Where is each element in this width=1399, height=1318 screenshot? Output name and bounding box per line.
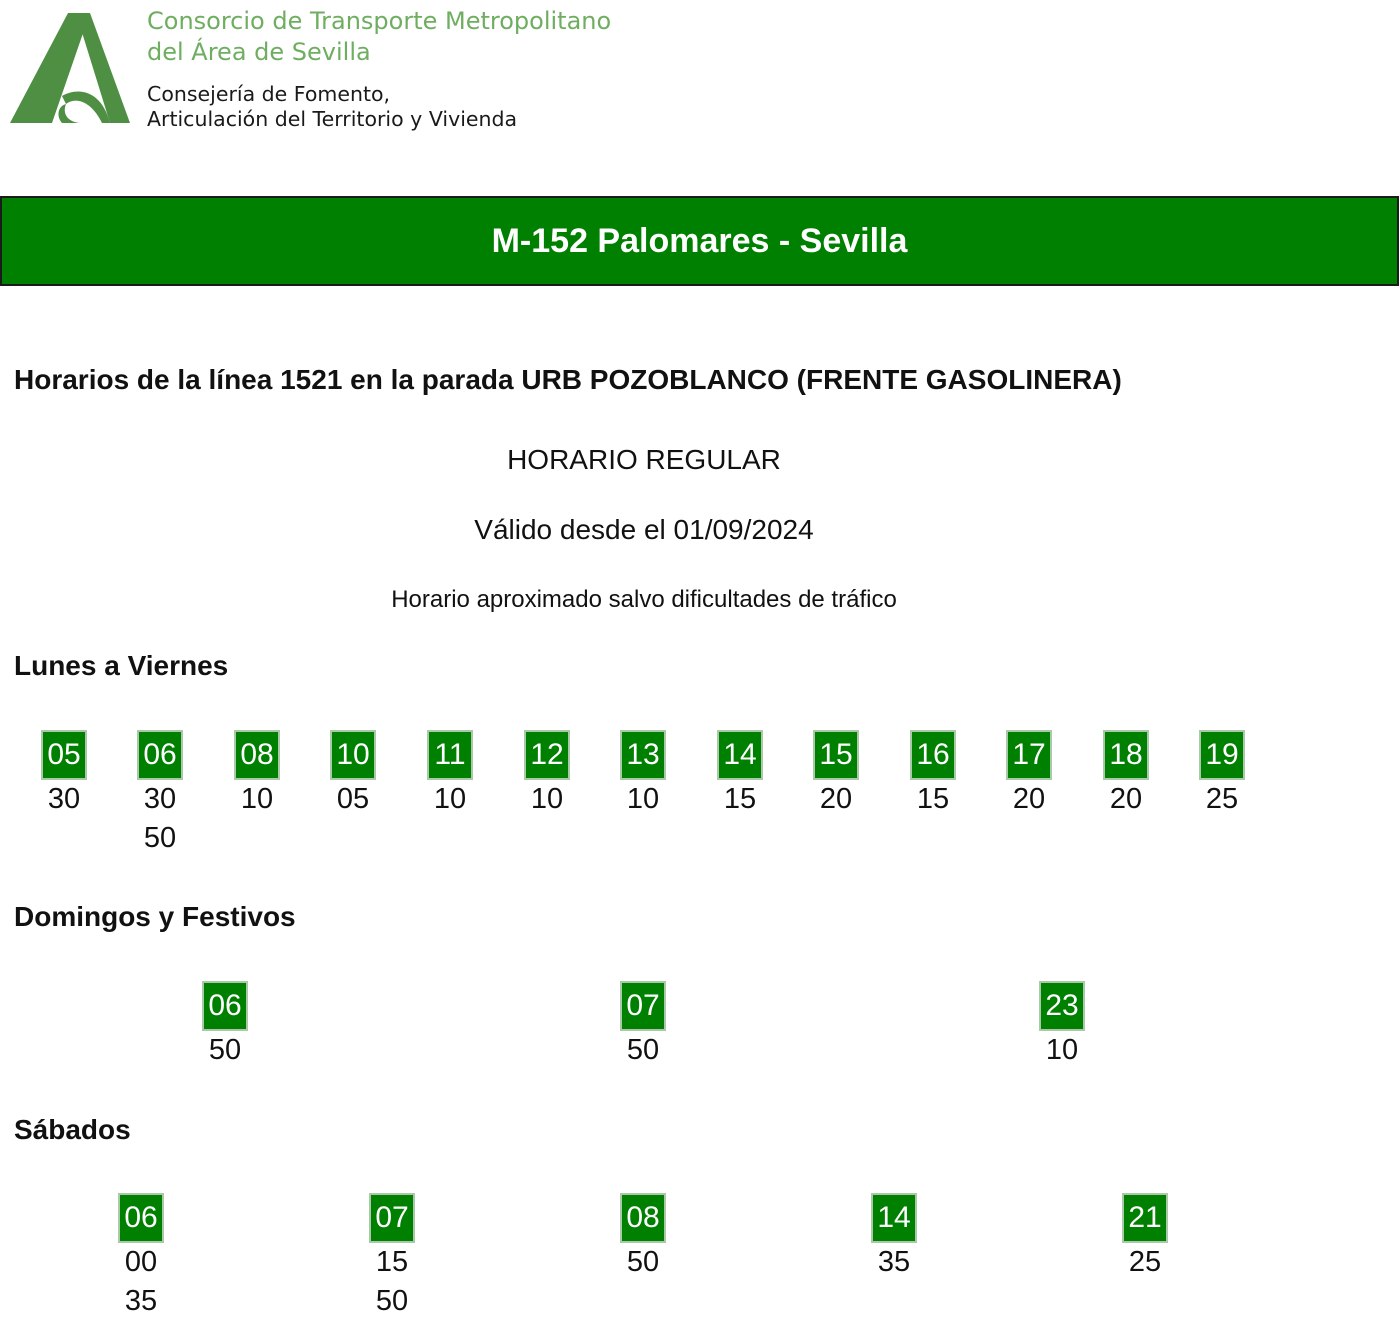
departure-minute: 30: [143, 783, 177, 815]
hour-badge: 21: [1122, 1193, 1168, 1243]
hour-badge: 06: [118, 1193, 164, 1243]
hour-badge: 19: [1199, 730, 1245, 780]
section-title-weekdays: Lunes a Viernes: [14, 650, 229, 681]
departure-minute: 50: [375, 1285, 409, 1317]
hour-column: [620, 981, 666, 1070]
departure-minute: 20: [1109, 783, 1143, 815]
hour-badge: 07: [369, 1193, 415, 1243]
stop-schedule-heading: Horarios de la línea 1521 en la parada URB POZOBLANCO (FRENTE GASOLINERA): [14, 364, 1122, 395]
department-line-1: Consejería de Fomento,: [147, 82, 391, 106]
hour-badge: 14: [717, 730, 763, 780]
hour-column: [871, 1193, 917, 1282]
departure-minute: 50: [143, 822, 177, 854]
valid-from-date: Válido desde el 01/09/2024: [474, 514, 814, 545]
departure-minute: 10: [240, 783, 274, 815]
junta-andalucia-logo-icon: [10, 10, 132, 128]
hour-badge: 12: [524, 730, 570, 780]
org-name-line-1: Consorcio de Transporte Metropolitano: [147, 7, 612, 35]
departure-minute: 15: [916, 783, 950, 815]
departure-minute: 20: [1012, 783, 1046, 815]
departure-minute: 15: [723, 783, 757, 815]
hour-column: [910, 730, 956, 819]
hour-column: [1199, 730, 1245, 819]
hour-column: [620, 730, 666, 819]
hour-badge: 05: [41, 730, 87, 780]
org-name-line-2: del Área de Sevilla: [147, 38, 371, 66]
hour-column: [717, 730, 763, 819]
hour-badge: 08: [620, 1193, 666, 1243]
hour-column: [1103, 730, 1149, 819]
departure-minute: 05: [336, 783, 370, 815]
section-title-sundays-holidays: Domingos y Festivos: [14, 901, 296, 932]
departure-minute: 50: [208, 1034, 242, 1066]
hour-column: [620, 1193, 666, 1282]
hour-badge: 08: [234, 730, 280, 780]
hour-column: [1006, 730, 1052, 819]
hour-column: [369, 1193, 415, 1318]
hour-column: [330, 730, 376, 819]
line-title: M-152 Palomares - Sevilla: [491, 221, 908, 260]
hour-badge: 06: [137, 730, 183, 780]
hour-badge: 17: [1006, 730, 1052, 780]
line-banner: [0, 196, 1399, 286]
hour-badge: 14: [871, 1193, 917, 1243]
hour-badge: 15: [813, 730, 859, 780]
departure-minute: 30: [47, 783, 81, 815]
departure-minute: 00: [124, 1246, 158, 1278]
hour-column: [524, 730, 570, 819]
departure-minute: 10: [626, 783, 660, 815]
schedule-type: HORARIO REGULAR: [507, 444, 781, 475]
departure-minute: 10: [1045, 1034, 1079, 1066]
hour-column: [118, 1193, 164, 1318]
departure-minute: 10: [530, 783, 564, 815]
departure-minute: 10: [433, 783, 467, 815]
departure-minute: 35: [877, 1246, 911, 1278]
departure-minute: 20: [819, 783, 853, 815]
traffic-disclaimer: Horario aproximado salvo dificultades de tráfico: [391, 586, 897, 613]
hour-badge: 18: [1103, 730, 1149, 780]
hour-badge: 23: [1039, 981, 1085, 1031]
departure-minute: 35: [124, 1285, 158, 1317]
hour-badge: 07: [620, 981, 666, 1031]
hour-badge: 13: [620, 730, 666, 780]
hour-column: [813, 730, 859, 819]
hour-column: [1039, 981, 1085, 1070]
hour-column: [234, 730, 280, 819]
hour-badge: 16: [910, 730, 956, 780]
departure-minute: 25: [1205, 783, 1239, 815]
hour-badge: 06: [202, 981, 248, 1031]
departure-minute: 25: [1128, 1246, 1162, 1278]
section-title-saturdays: Sábados: [14, 1114, 131, 1145]
hour-column: [41, 730, 87, 819]
hour-column: [202, 981, 248, 1070]
hour-column: [427, 730, 473, 819]
hour-badge: 11: [427, 730, 473, 780]
department-line-2: Articulación del Territorio y Vivienda: [147, 107, 518, 131]
hour-column: [1122, 1193, 1168, 1282]
hour-column: [137, 730, 183, 858]
hour-badge: 10: [330, 730, 376, 780]
departure-minute: 15: [375, 1246, 409, 1278]
departure-minute: 50: [626, 1246, 660, 1278]
departure-minute: 50: [626, 1034, 660, 1066]
